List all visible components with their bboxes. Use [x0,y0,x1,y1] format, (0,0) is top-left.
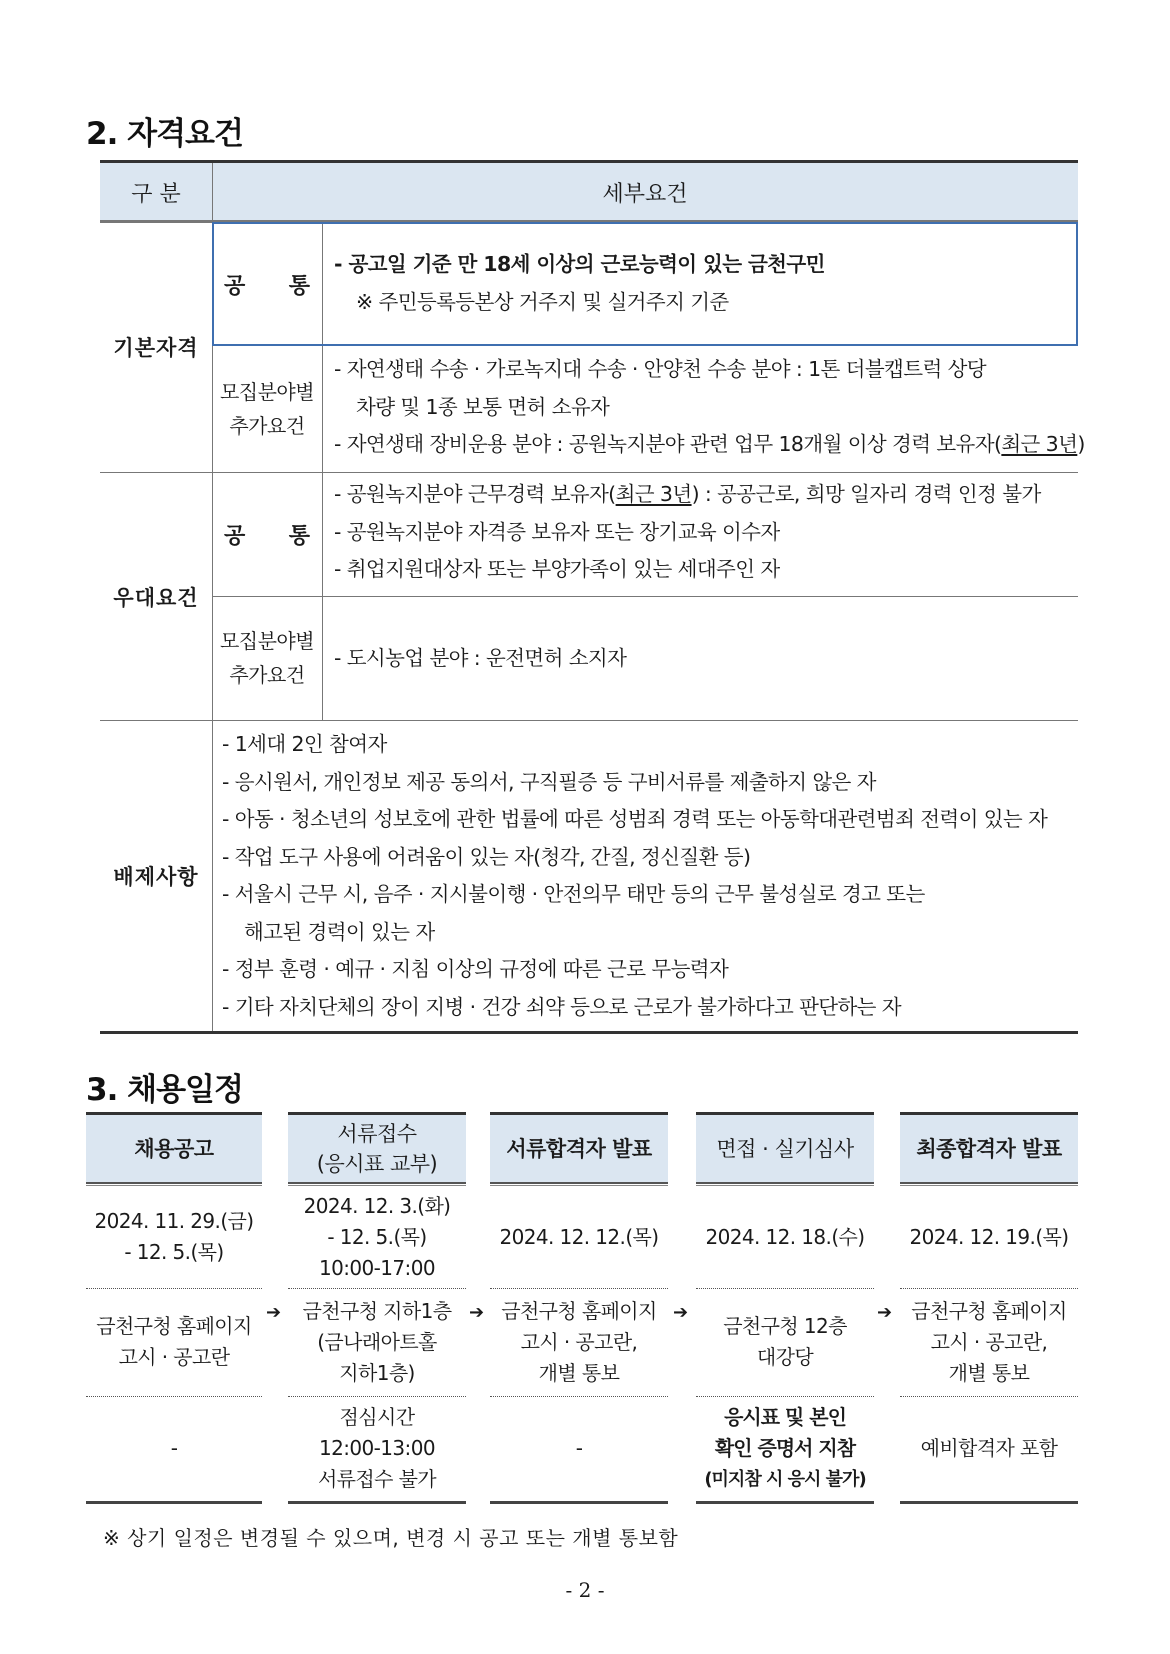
step-place [86,1290,262,1394]
header-underline [288,1182,466,1186]
dotted-divider [490,1396,668,1397]
row-label-basic [100,222,212,472]
dotted-divider [288,1396,466,1397]
qualification-table [100,160,1085,1034]
time-line: 10:00-17:00 [319,1255,435,1280]
step-subtitle: (응시표 교부) [316,1151,438,1176]
content-line: - 공원녹지분야 자격증 보유자 또는 장기교육 이수자 [334,519,780,544]
sub-label-text: 공 [224,273,246,299]
place-line: 지하1층) [339,1360,415,1385]
step-header [900,1112,1078,1182]
note-line: - [170,1435,178,1460]
sub-label-text: 모집분야별 [219,380,315,404]
basic-common-content [334,246,825,321]
content-note: ※ 주민등록등본상 거주지 및 실거주지 기준 [356,289,729,314]
step-place [696,1290,874,1394]
bottom-border [86,1501,262,1504]
step-title: 채용공고 [134,1136,214,1161]
bottom-border [490,1501,668,1504]
content-line [334,476,1041,514]
sub-label-text: 추가요건 [229,414,305,438]
row-label-preferred [100,472,212,721]
preferred-by-field-content [334,640,626,678]
row-label-excluded [100,720,212,1032]
note-line: 점심시간 [339,1404,415,1429]
step-header [490,1112,668,1182]
dotted-divider [900,1396,1078,1397]
place-line: 금천구청 홈페이지 [96,1314,252,1338]
step-date [86,1188,262,1286]
excluded-content [222,726,1047,1026]
place-line: 금천구청 12층 [723,1314,847,1338]
date-line: - 12. 5.(목) [124,1240,224,1264]
header-details: 세부요건 [602,181,688,207]
row-label-basic-text: 기본자격 [113,336,199,360]
step-header [696,1112,874,1182]
dotted-divider [696,1288,874,1289]
step-date [490,1188,668,1286]
date-line: 2024. 12. 3.(화) [303,1193,451,1218]
step-note [288,1398,466,1498]
sub-label-text: 추가요건 [229,663,305,687]
place-line: 고시 · 공고란, [930,1329,1048,1354]
row-label-preferred-text: 우대요건 [113,585,199,610]
step-note [490,1398,668,1498]
sub-label-text: 통 [288,273,310,299]
schedule-footnote: ※ 상기 일정은 변경될 수 있으며, 변경 시 공고 또는 개별 통보함 [103,1526,679,1550]
text: - 자연생태 장비운용 분야 : 공원녹지분야 관련 업무 18개월 이상 경력 보유자( [334,432,1002,456]
dotted-divider [86,1396,262,1397]
date-line: 2024. 12. 12.(목) [499,1224,659,1249]
sub-label-basic-common [212,222,322,346]
header-category: 구 분 [131,181,181,207]
note-line: (미지참 시 응시 불가) [704,1468,866,1490]
bottom-border [288,1501,466,1504]
content-line: - 취업지원대상자 또는 부양가족이 있는 세대주인 자 [334,557,780,581]
place-line: 개별 통보 [538,1360,620,1385]
step-place [900,1290,1078,1394]
step-title: 서류합격자 발표 [506,1136,652,1161]
date-line: 2024. 12. 19.(목) [909,1224,1069,1249]
header-underline [490,1182,668,1186]
step-date [900,1188,1078,1286]
dotted-divider [86,1288,262,1289]
section-title-qualifications: 2. 자격요건 [86,116,243,152]
header-underline [86,1182,262,1186]
content-line: - 도시농업 분야 : 운전면허 소지자 [334,646,627,670]
text: - 공원녹지분야 근무경력 보유자( [334,482,616,506]
note-line: 응시표 및 본인 [724,1404,846,1429]
preferred-common-content [334,476,1041,589]
content-line: - 응시원서, 개인정보 제공 동의서, 구직필증 등 구비서류를 제출하지 않은 자 [222,769,876,794]
step-header [288,1112,466,1182]
step-date [288,1188,466,1286]
step-header [86,1112,262,1182]
note-line: 예비합격자 포함 [920,1435,1058,1460]
text: ) : 공공근로, 희망 일자리 경력 인정 불가 [691,482,1041,506]
dotted-divider [696,1396,874,1397]
section-title-schedule: 3. 채용일정 [86,1072,243,1108]
content-line: - 서울시 근무 시, 음주 · 지시불이행 · 안전의무 태만 등의 근무 불성실로 경고 또는 [222,882,925,906]
step-date [696,1188,874,1286]
sub-row-divider [212,596,1078,597]
table-bottom-border [100,1031,1078,1034]
date-line: 2024. 11. 29.(금) [94,1209,254,1233]
underlined-text: 최근 3년 [1001,432,1078,456]
place-line: 금천구청 지하1층 [302,1298,452,1323]
content-line: 해고된 경력이 있는 자 [244,919,435,944]
place-line: (금나래아트홀 [317,1329,437,1354]
sub-label-preferred-by-field [212,596,322,720]
content-line: - 아동 · 청소년의 성보호에 관한 법률에 따른 성범죄 경력 또는 아동학대관련범죄 전력이 있는 자 [222,807,1048,831]
header-underline [696,1182,874,1186]
content-line: - 작업 도구 사용에 어려움이 있는 자(청각, 간질, 정신질환 등) [222,844,751,869]
arrow-right-icon: ➔ [877,1302,893,1323]
content-line: - 공고일 기준 만 18세 이상의 근로능력이 있는 금천구민 [334,252,825,276]
note-line: 확인 증명서 지참 [714,1435,856,1460]
sub-label-text: 공 [224,523,246,549]
step-place [288,1290,466,1394]
step-title: 면접 · 실기심사 [716,1136,854,1161]
content-line: - 자연생태 수송 · 가로녹지대 수송 · 안양천 수송 분야 : 1톤 더블캡트럭 상당 [334,357,986,381]
note-line: 12:00-13:00 [319,1435,435,1460]
bottom-border [696,1501,874,1504]
sub-label-text: 모집분야별 [219,629,315,653]
place-line: 금천구청 홈페이지 [911,1298,1067,1323]
basic-by-field-content [334,351,1085,464]
date-line: - 12. 5.(목) [327,1224,427,1249]
sub-label-preferred-common [212,472,322,596]
step-note [900,1398,1078,1498]
underlined-text: 최근 3년 [615,482,692,506]
header-underline [900,1182,1078,1186]
content-line: 차량 및 1종 보통 면허 소유자 [356,394,610,419]
dotted-divider [900,1288,1078,1289]
arrow-right-icon: ➔ [266,1302,282,1323]
note-line: - [575,1435,583,1460]
place-line: 고시 · 공고란 [118,1345,230,1369]
sub-label-basic-by-field [212,346,322,472]
place-line: 금천구청 홈페이지 [501,1298,657,1323]
bottom-border [900,1501,1078,1504]
dotted-divider [490,1288,668,1289]
step-note [86,1398,262,1498]
content-line [334,426,1085,464]
date-line: 2024. 12. 18.(수) [705,1224,865,1249]
sub-label-text: 통 [288,523,310,549]
content-line: - 정부 훈령 · 예규 · 지침 이상의 규정에 따른 근로 무능력자 [222,957,729,981]
row-label-excluded-text: 배제사항 [113,865,199,889]
arrow-right-icon: ➔ [673,1302,689,1323]
step-title: 서류접수 [337,1121,417,1146]
note-line: 서류접수 불가 [317,1466,437,1491]
row-divider [100,720,1078,721]
step-title: 최종합격자 발표 [916,1136,1062,1161]
dotted-divider [288,1288,466,1289]
step-place [490,1290,668,1394]
page-number: - 2 - [565,1578,605,1602]
place-line: 고시 · 공고란, [520,1329,638,1354]
text: ) [1077,432,1085,456]
content-line: - 1세대 2인 참여자 [222,732,387,756]
arrow-right-icon: ➔ [469,1302,485,1323]
place-line: 개별 통보 [948,1360,1030,1385]
place-line: 대강당 [756,1345,814,1369]
content-line: - 기타 자치단체의 장이 지병 · 건강 쇠약 등으로 근로가 불가하다고 판단하는 자 [222,994,902,1019]
step-note [696,1398,874,1498]
